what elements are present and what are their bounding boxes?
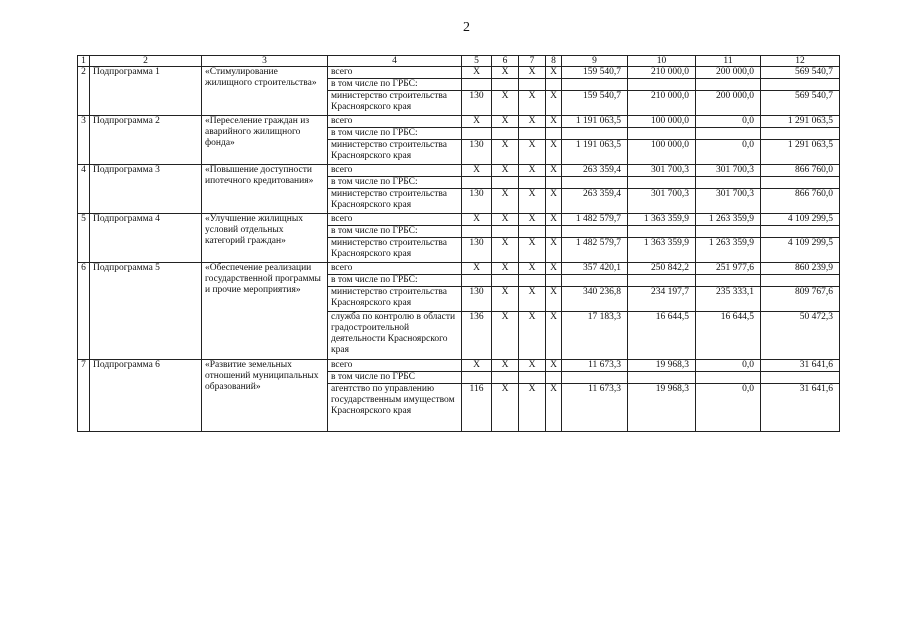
grbs-code-cell: 130 — [462, 287, 492, 312]
column-8-cell — [546, 177, 562, 189]
column-header-8: 8 — [546, 56, 562, 67]
amount-column-10: 1 363 359,9 — [628, 238, 696, 263]
column-8-cell: X — [546, 165, 562, 177]
column-header-12: 12 — [761, 56, 840, 67]
amount-column-10: 210 000,0 — [628, 67, 696, 79]
column-header-11: 11 — [696, 56, 761, 67]
amount-column-10: 100 000,0 — [628, 140, 696, 165]
column-8-cell — [546, 128, 562, 140]
amount-column-12: 31 641,6 — [761, 384, 840, 432]
amount-column-12: 866 760,0 — [761, 165, 840, 177]
line-label-cell: всего — [328, 263, 462, 275]
column-6-cell — [492, 79, 519, 91]
amount-column-11 — [696, 128, 761, 140]
program-cell: Подпрограмма 2 — [90, 116, 202, 165]
line-label-cell: в том числе по ГРБС — [328, 372, 462, 384]
grbs-code-cell: X — [462, 165, 492, 177]
column-7-cell: X — [519, 116, 546, 128]
amount-column-12 — [761, 372, 840, 384]
column-header-1: 1 — [78, 56, 90, 67]
column-6-cell: X — [492, 384, 519, 432]
line-label-cell: в том числе по ГРБС: — [328, 79, 462, 91]
amount-column-12: 809 767,6 — [761, 287, 840, 312]
program-name-cell: «Переселение граждан из аварийного жилищного фонда» — [202, 116, 328, 165]
column-6-cell — [492, 372, 519, 384]
column-header-3: 3 — [202, 56, 328, 67]
column-7-cell: X — [519, 91, 546, 116]
page-number: 2 — [463, 20, 470, 35]
grbs-code-cell: 130 — [462, 140, 492, 165]
table-row — [78, 360, 840, 372]
row-number: 2 — [78, 67, 90, 116]
amount-column-11: 16 644,5 — [696, 312, 761, 360]
amount-column-10 — [628, 177, 696, 189]
amount-column-9 — [562, 226, 628, 238]
column-7-cell: X — [519, 360, 546, 372]
program-name-cell: «Повышение доступности ипотечного кредитования» — [202, 165, 328, 214]
amount-column-11: 200 000,0 — [696, 91, 761, 116]
program-cell: Подпрограмма 4 — [90, 214, 202, 263]
amount-column-9 — [562, 275, 628, 287]
grbs-code-cell — [462, 177, 492, 189]
amount-column-9 — [562, 177, 628, 189]
amount-column-10: 100 000,0 — [628, 116, 696, 128]
column-6-cell: X — [492, 263, 519, 275]
amount-column-10: 16 644,5 — [628, 312, 696, 360]
program-name-cell: «Развитие земельных отношений муниципальных образований» — [202, 360, 328, 432]
column-7-cell: X — [519, 67, 546, 79]
column-header-2: 2 — [90, 56, 202, 67]
column-6-cell: X — [492, 214, 519, 226]
program-name-cell: «Стимулирование жилищного строительства» — [202, 67, 328, 116]
amount-column-9: 159 540,7 — [562, 67, 628, 79]
column-8-cell: X — [546, 214, 562, 226]
amount-column-10: 19 968,3 — [628, 360, 696, 372]
column-8-cell: X — [546, 384, 562, 432]
amount-column-9: 1 482 579,7 — [562, 238, 628, 263]
column-7-cell — [519, 79, 546, 91]
amount-column-12 — [761, 275, 840, 287]
grbs-code-cell: 130 — [462, 189, 492, 214]
amount-column-10 — [628, 128, 696, 140]
grbs-code-cell — [462, 275, 492, 287]
amount-column-10 — [628, 372, 696, 384]
line-label-cell: в том числе по ГРБС: — [328, 275, 462, 287]
grbs-code-cell: X — [462, 360, 492, 372]
column-7-cell: X — [519, 263, 546, 275]
column-8-cell: X — [546, 312, 562, 360]
amount-column-9: 11 673,3 — [562, 384, 628, 432]
column-7-cell: X — [519, 140, 546, 165]
column-header-5: 5 — [462, 56, 492, 67]
amount-column-12 — [761, 79, 840, 91]
grbs-code-cell: 116 — [462, 384, 492, 432]
column-6-cell: X — [492, 312, 519, 360]
amount-column-11: 0,0 — [696, 360, 761, 372]
column-8-cell — [546, 226, 562, 238]
line-label-cell: агентство по управлению государственным имуществом Красноярского края — [328, 384, 462, 432]
amount-column-11 — [696, 226, 761, 238]
program-cell: Подпрограмма 6 — [90, 360, 202, 432]
column-7-cell — [519, 372, 546, 384]
grbs-code-cell: 130 — [462, 91, 492, 116]
line-label-cell: министерство строительства Красноярского края — [328, 287, 462, 312]
amount-column-10: 301 700,3 — [628, 165, 696, 177]
table-body — [78, 67, 840, 432]
amount-column-12 — [761, 128, 840, 140]
column-7-cell: X — [519, 165, 546, 177]
column-7-cell — [519, 226, 546, 238]
amount-column-12: 31 641,6 — [761, 360, 840, 372]
amount-column-12: 569 540,7 — [761, 91, 840, 116]
column-6-cell: X — [492, 140, 519, 165]
row-number: 6 — [78, 263, 90, 360]
line-label-cell: в том числе по ГРБС: — [328, 226, 462, 238]
table-header — [78, 56, 840, 67]
amount-column-12: 1 291 063,5 — [761, 116, 840, 128]
table-row — [78, 214, 840, 226]
amount-column-9: 17 183,3 — [562, 312, 628, 360]
amount-column-10 — [628, 79, 696, 91]
column-6-cell: X — [492, 360, 519, 372]
column-7-cell: X — [519, 384, 546, 432]
amount-column-9: 357 420,1 — [562, 263, 628, 275]
amount-column-10 — [628, 226, 696, 238]
amount-column-12: 4 109 299,5 — [761, 238, 840, 263]
amount-column-9: 1 191 063,5 — [562, 140, 628, 165]
amount-column-12 — [761, 226, 840, 238]
amount-column-11 — [696, 177, 761, 189]
amount-column-10: 250 842,2 — [628, 263, 696, 275]
column-8-cell — [546, 275, 562, 287]
line-label-cell: всего — [328, 116, 462, 128]
program-cell: Подпрограмма 3 — [90, 165, 202, 214]
column-8-cell — [546, 79, 562, 91]
column-6-cell: X — [492, 165, 519, 177]
column-6-cell — [492, 226, 519, 238]
column-8-cell: X — [546, 238, 562, 263]
column-8-cell: X — [546, 140, 562, 165]
amount-column-10 — [628, 275, 696, 287]
row-number: 3 — [78, 116, 90, 165]
column-8-cell: X — [546, 116, 562, 128]
amount-column-11 — [696, 275, 761, 287]
amount-column-11: 301 700,3 — [696, 189, 761, 214]
amount-column-9 — [562, 79, 628, 91]
grbs-code-cell — [462, 226, 492, 238]
program-cell: Подпрограмма 5 — [90, 263, 202, 360]
line-label-cell: всего — [328, 360, 462, 372]
column-7-cell: X — [519, 287, 546, 312]
amount-column-9: 263 359,4 — [562, 165, 628, 177]
column-8-cell: X — [546, 189, 562, 214]
row-number: 5 — [78, 214, 90, 263]
table-row — [78, 116, 840, 128]
grbs-code-cell — [462, 79, 492, 91]
amount-column-9 — [562, 372, 628, 384]
column-8-cell: X — [546, 67, 562, 79]
column-6-cell: X — [492, 238, 519, 263]
column-8-cell — [546, 372, 562, 384]
column-header-4: 4 — [328, 56, 462, 67]
amount-column-9: 340 236,8 — [562, 287, 628, 312]
row-number: 4 — [78, 165, 90, 214]
amount-column-9: 11 673,3 — [562, 360, 628, 372]
column-8-cell: X — [546, 263, 562, 275]
grbs-code-cell — [462, 128, 492, 140]
column-6-cell — [492, 275, 519, 287]
amount-column-10: 234 197,7 — [628, 287, 696, 312]
column-6-cell: X — [492, 67, 519, 79]
amount-column-11: 1 263 359,9 — [696, 214, 761, 226]
column-6-cell — [492, 177, 519, 189]
amount-column-9: 159 540,7 — [562, 91, 628, 116]
amount-column-11: 0,0 — [696, 116, 761, 128]
line-label-cell: министерство строительства Красноярского края — [328, 238, 462, 263]
column-7-cell: X — [519, 214, 546, 226]
line-label-cell: служба по контролю в области градостроительной деятельности Красноярского края — [328, 312, 462, 360]
amount-column-9: 263 359,4 — [562, 189, 628, 214]
column-8-cell: X — [546, 360, 562, 372]
line-label-cell: всего — [328, 67, 462, 79]
amount-column-12: 860 239,9 — [761, 263, 840, 275]
amount-column-12: 866 760,0 — [761, 189, 840, 214]
amount-column-11 — [696, 372, 761, 384]
grbs-code-cell: X — [462, 214, 492, 226]
amount-column-12: 50 472,3 — [761, 312, 840, 360]
column-header-9: 9 — [562, 56, 628, 67]
amount-column-11: 0,0 — [696, 140, 761, 165]
grbs-code-cell: X — [462, 67, 492, 79]
amount-column-9 — [562, 128, 628, 140]
line-label-cell: всего — [328, 165, 462, 177]
amount-column-11 — [696, 79, 761, 91]
column-6-cell: X — [492, 287, 519, 312]
column-header-7: 7 — [519, 56, 546, 67]
column-7-cell: X — [519, 312, 546, 360]
line-label-cell: в том числе по ГРБС: — [328, 177, 462, 189]
grbs-code-cell: X — [462, 116, 492, 128]
column-header-6: 6 — [492, 56, 519, 67]
column-7-cell — [519, 275, 546, 287]
budget-table — [77, 55, 840, 432]
column-7-cell: X — [519, 189, 546, 214]
program-name-cell: «Обеспечение реализации государственной программы и прочие мероприятия» — [202, 263, 328, 360]
amount-column-10: 210 000,0 — [628, 91, 696, 116]
column-7-cell — [519, 177, 546, 189]
table-row — [78, 263, 840, 275]
amount-column-12: 4 109 299,5 — [761, 214, 840, 226]
grbs-code-cell: 136 — [462, 312, 492, 360]
amount-column-9: 1 191 063,5 — [562, 116, 628, 128]
column-8-cell: X — [546, 91, 562, 116]
amount-column-10: 301 700,3 — [628, 189, 696, 214]
amount-column-10: 1 363 359,9 — [628, 214, 696, 226]
amount-column-11: 251 977,6 — [696, 263, 761, 275]
row-number: 7 — [78, 360, 90, 432]
grbs-code-cell: 130 — [462, 238, 492, 263]
line-label-cell: всего — [328, 214, 462, 226]
table-row — [78, 165, 840, 177]
column-6-cell — [492, 128, 519, 140]
amount-column-11: 235 333,1 — [696, 287, 761, 312]
line-label-cell: министерство строительства Красноярского края — [328, 91, 462, 116]
amount-column-12 — [761, 177, 840, 189]
column-7-cell: X — [519, 238, 546, 263]
amount-column-11: 200 000,0 — [696, 67, 761, 79]
column-6-cell: X — [492, 91, 519, 116]
amount-column-10: 19 968,3 — [628, 384, 696, 432]
amount-column-11: 301 700,3 — [696, 165, 761, 177]
column-7-cell — [519, 128, 546, 140]
grbs-code-cell — [462, 372, 492, 384]
column-header-10: 10 — [628, 56, 696, 67]
amount-column-12: 569 540,7 — [761, 67, 840, 79]
amount-column-9: 1 482 579,7 — [562, 214, 628, 226]
column-6-cell: X — [492, 189, 519, 214]
column-8-cell: X — [546, 287, 562, 312]
program-name-cell: «Улучшение жилищных условий отдельных категорий граждан» — [202, 214, 328, 263]
program-cell: Подпрограмма 1 — [90, 67, 202, 116]
grbs-code-cell: X — [462, 263, 492, 275]
line-label-cell: министерство строительства Красноярского края — [328, 140, 462, 165]
line-label-cell: министерство строительства Красноярского края — [328, 189, 462, 214]
column-6-cell: X — [492, 116, 519, 128]
amount-column-11: 1 263 359,9 — [696, 238, 761, 263]
amount-column-12: 1 291 063,5 — [761, 140, 840, 165]
table-row — [78, 67, 840, 79]
amount-column-11: 0,0 — [696, 384, 761, 432]
line-label-cell: в том числе по ГРБС: — [328, 128, 462, 140]
